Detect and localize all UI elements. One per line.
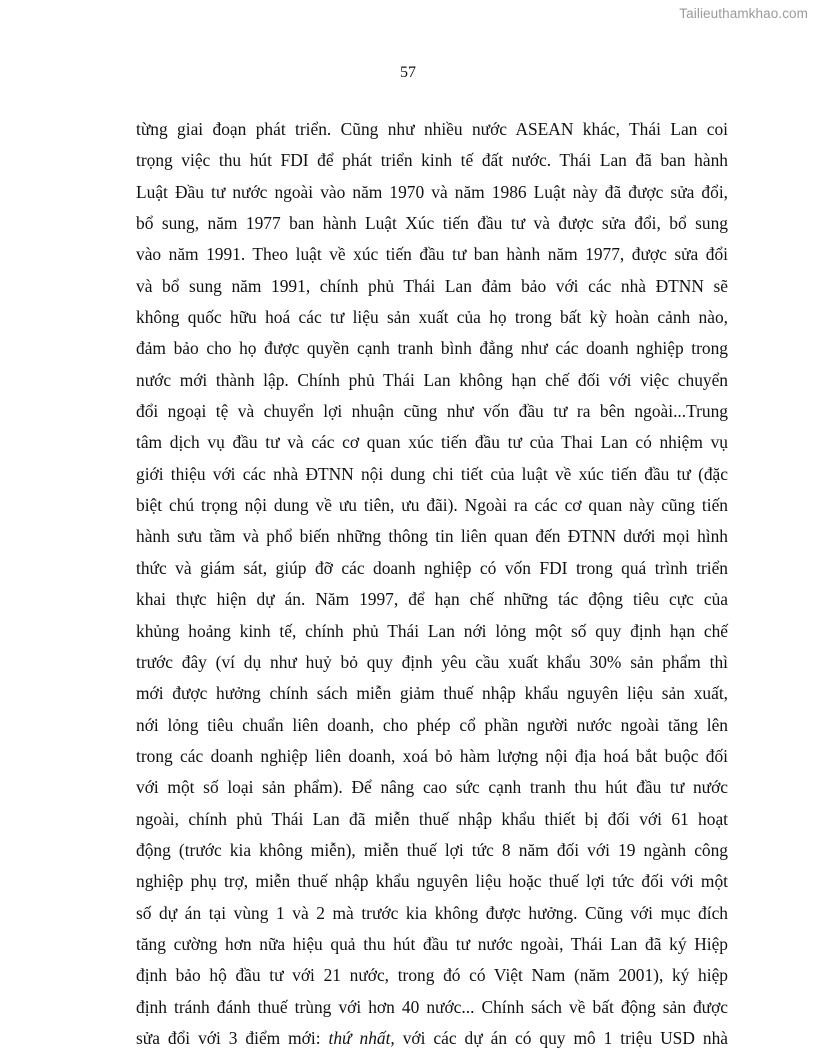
text-line: đổi ngoại tệ và chuyển lợi nhuận cũng như vốn đầu tư ra bên ngoài...Trung bbox=[136, 401, 728, 422]
text-line: định tránh đánh thuế trùng với hơn 40 nước... Chính sách về bất động sản được bbox=[136, 996, 728, 1017]
text-line: trong các doanh nghiệp liên doanh, xoá bỏ hàm lượng nội địa hoá bắt buộc đối bbox=[136, 745, 728, 766]
text-line: và bổ sung năm 1991, chính phủ Thái Lan đảm bảo với các nhà ĐTNN sẽ bbox=[136, 275, 728, 296]
text-line: giới thiệu với các nhà ĐTNN nội dung chi tiết của luật về xúc tiến đầu tư (đặc bbox=[136, 463, 728, 484]
text-line: khai thực hiện dự án. Năm 1997, để hạn chế những tác động tiêu cực của bbox=[136, 589, 728, 610]
text-line: từng giai đoạn phát triển. Cũng như nhiều nước ASEAN khác, Thái Lan coi bbox=[136, 119, 728, 139]
text-line: nới lỏng tiêu chuẩn liên doanh, cho phép cổ phần người nước ngoài tăng lên bbox=[136, 714, 728, 735]
text-line: trọng việc thu hút FDI để phát triển kinh tế đất nước. Thái Lan đã ban hành bbox=[136, 150, 728, 171]
text-segment: sửa đổi với 3 điểm mới: bbox=[136, 1027, 329, 1048]
text-line: trước đây (ví dụ như huỷ bỏ quy định yêu cầu xuất khẩu 30% sản phẩm thì bbox=[136, 651, 728, 672]
text-line: khủng hoảng kinh tế, chính phủ Thái Lan nới lỏng một số quy định hạn chế bbox=[136, 620, 728, 641]
text-line: ngoài, chính phủ Thái Lan đã miễn thuế nhập khẩu thiết bị đối với 61 hoạt bbox=[136, 808, 728, 829]
text-line: bổ sung, năm 1977 ban hành Luật Xúc tiến đầu tư và được sửa đổi, bổ sung bbox=[136, 213, 728, 234]
text-line: vào năm 1991. Theo luật về xúc tiến đầu tư ban hành năm 1977, được sửa đổi bbox=[136, 244, 728, 265]
text-line: với một số loại sản phẩm). Để nâng cao sức cạnh tranh thu hút đầu tư nước bbox=[136, 777, 728, 798]
text-line: định bảo hộ đầu tư với 21 nước, trong đó có Việt Nam (năm 2001), ký hiệp bbox=[136, 965, 728, 986]
text-line: nghiệp phụ trợ, miễn thuế nhập khẩu nguyên liệu hoặc thuế lợi tức đối với một bbox=[136, 871, 728, 892]
text-line: thức và giám sát, giúp đỡ các doanh nghiệp có vốn FDI trong quá trình triển bbox=[136, 557, 728, 578]
page-number: 57 bbox=[400, 64, 416, 81]
emphasis-text: thứ nhất, bbox=[328, 1027, 395, 1048]
text-line: đảm bảo cho họ được quyền cạnh tranh bình đẳng như các doanh nghiệp trong bbox=[136, 338, 728, 359]
text-line: mới được hưởng chính sách miễn giảm thuế nhập khẩu nguyên liệu sản xuất, bbox=[136, 683, 728, 704]
text-line: nước mới thành lập. Chính phủ Thái Lan không hạn chế đối với việc chuyển bbox=[136, 369, 728, 390]
text-segment: với các dự án có quy mô 1 triệu USD nhà bbox=[394, 1027, 728, 1048]
text-line: không quốc hữu hoá các tư liệu sản xuất của họ trong bất kỳ hoàn cảnh nào, bbox=[136, 307, 728, 328]
text-line: Luật Đầu tư nước ngoài vào năm 1970 và năm 1986 Luật này đã được sửa đổi, bbox=[136, 181, 728, 202]
text-line: động (trước kia không miễn), miễn thuế lợi tức 8 năm đối với 19 ngành công bbox=[136, 839, 728, 860]
text-line: hành sưu tầm và phổ biến những thông tin liên quan đến ĐTNN dưới mọi hình bbox=[136, 526, 728, 547]
watermark: Tailieuthamkhao.com bbox=[679, 6, 808, 21]
text-line: tăng cường hơn nữa hiệu quả thu hút đầu tư nước ngoài, Thái Lan đã ký Hiệp bbox=[136, 933, 728, 954]
body-text bbox=[136, 114, 728, 1054]
text-line-last bbox=[136, 1023, 728, 1054]
text-line: số dự án tại vùng 1 và 2 mà trước kia không được hưởng. Cũng với mục đích bbox=[136, 902, 728, 923]
text-line: tâm dịch vụ đầu tư và các cơ quan xúc tiến đầu tư của Thai Lan có nhiệm vụ bbox=[136, 432, 728, 453]
text-line: biệt chú trọng nội dung về ưu tiên, ưu đãi). Ngoài ra các cơ quan này cũng tiến bbox=[136, 495, 728, 516]
